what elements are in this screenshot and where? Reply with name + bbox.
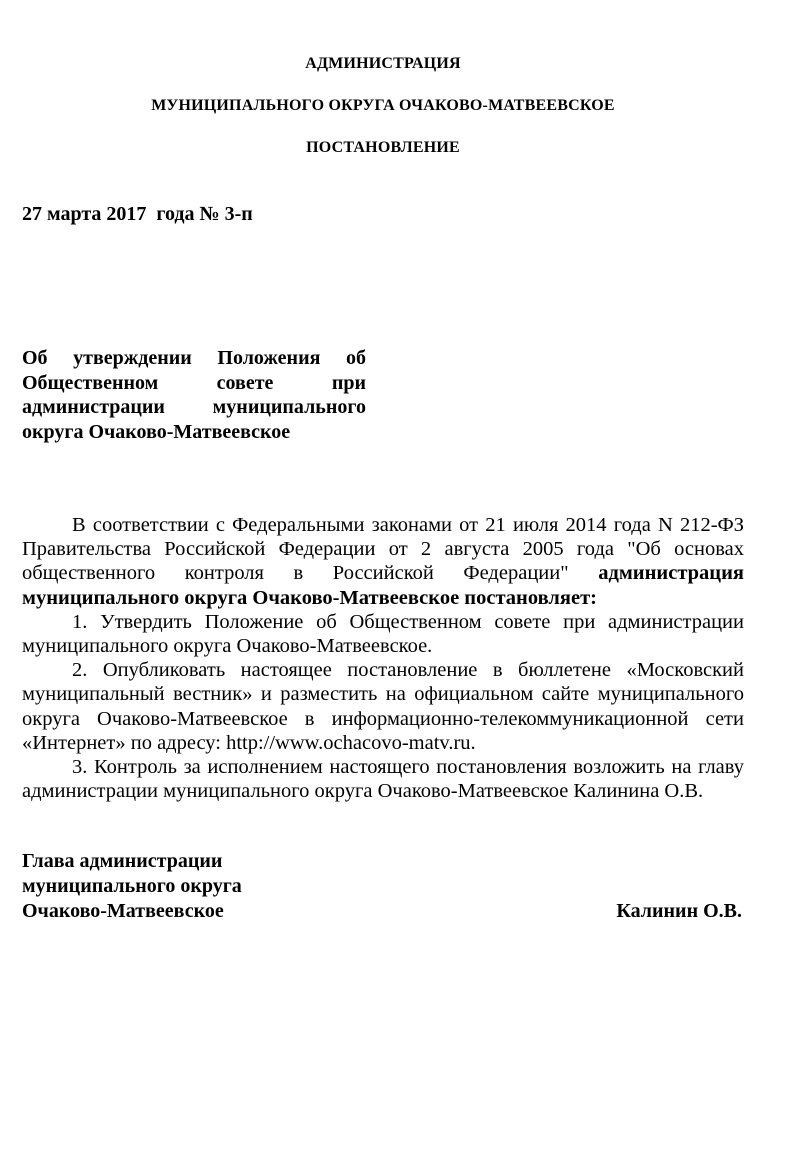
body-line: округа Очаково-Матвеевское в информационно-телекоммуникационной сети bbox=[22, 707, 744, 730]
body-line: 1. Утвердить Положение об Общественном совете при администрации bbox=[72, 610, 744, 633]
subject-line: Общественном совете при bbox=[22, 371, 366, 394]
subject-line: округа Очаково-Матвеевское bbox=[22, 420, 291, 443]
subject-line: администрации муниципального bbox=[22, 396, 366, 418]
body-line: 3. Контроль за исполнением настоящего постановления возложить на главу bbox=[72, 756, 744, 779]
body-line bbox=[22, 561, 744, 585]
subject-line: Об утверждении Положения об bbox=[22, 347, 366, 369]
resolution-body bbox=[22, 513, 744, 803]
body-text: общественного контроля в Российской Федерации" bbox=[22, 562, 569, 585]
body-line-bold: муниципального округа Очаково-Матвеевское постановляет: bbox=[22, 586, 597, 609]
signature-block bbox=[22, 849, 742, 924]
signature-title-row bbox=[22, 899, 742, 924]
body-line: 2. Опубликовать настоящее постановление в бюллетене «Московский bbox=[72, 659, 744, 682]
body-line: «Интернет» по адресу: http://www.ochacovo-matv.ru. bbox=[22, 731, 476, 754]
body-line: В соответствии с Федеральными законами от 21 июля 2014 года N 212-ФЗ bbox=[72, 514, 744, 536]
body-line: муниципального округа Очаково-Матвеевское. bbox=[22, 635, 433, 658]
header-resolution-title: ПОСТАНОВЛЕНИЕ bbox=[306, 139, 460, 156]
header-municipal-district: МУНИЦИПАЛЬНОГО ОКРУГА ОЧАКОВО-МАТВЕЕВСКОЕ bbox=[151, 97, 615, 114]
resolution-date-number: 27 марта 2017 года № 3-п bbox=[22, 203, 253, 225]
resolution-subject bbox=[22, 346, 366, 444]
body-line: муниципальный вестник» и разместить на официальном сайте муниципального bbox=[22, 683, 744, 706]
header-administration: АДМИНИСТРАЦИЯ bbox=[305, 55, 461, 72]
body-line: Правительства Российской Федерации от 2 августа 2005 года "Об основах bbox=[22, 538, 744, 561]
signature-title-line: муниципального округа bbox=[22, 875, 242, 897]
signature-title-line: Глава администрации bbox=[22, 850, 223, 872]
signatory-name: Калинин О.В. bbox=[616, 900, 742, 922]
body-line: администрации муниципального округа Очаково-Матвеевское Калинина О.В. bbox=[22, 780, 704, 803]
signature-title-line: Очаково-Матвеевское bbox=[22, 900, 224, 922]
body-bold-text: администрация bbox=[598, 562, 745, 585]
